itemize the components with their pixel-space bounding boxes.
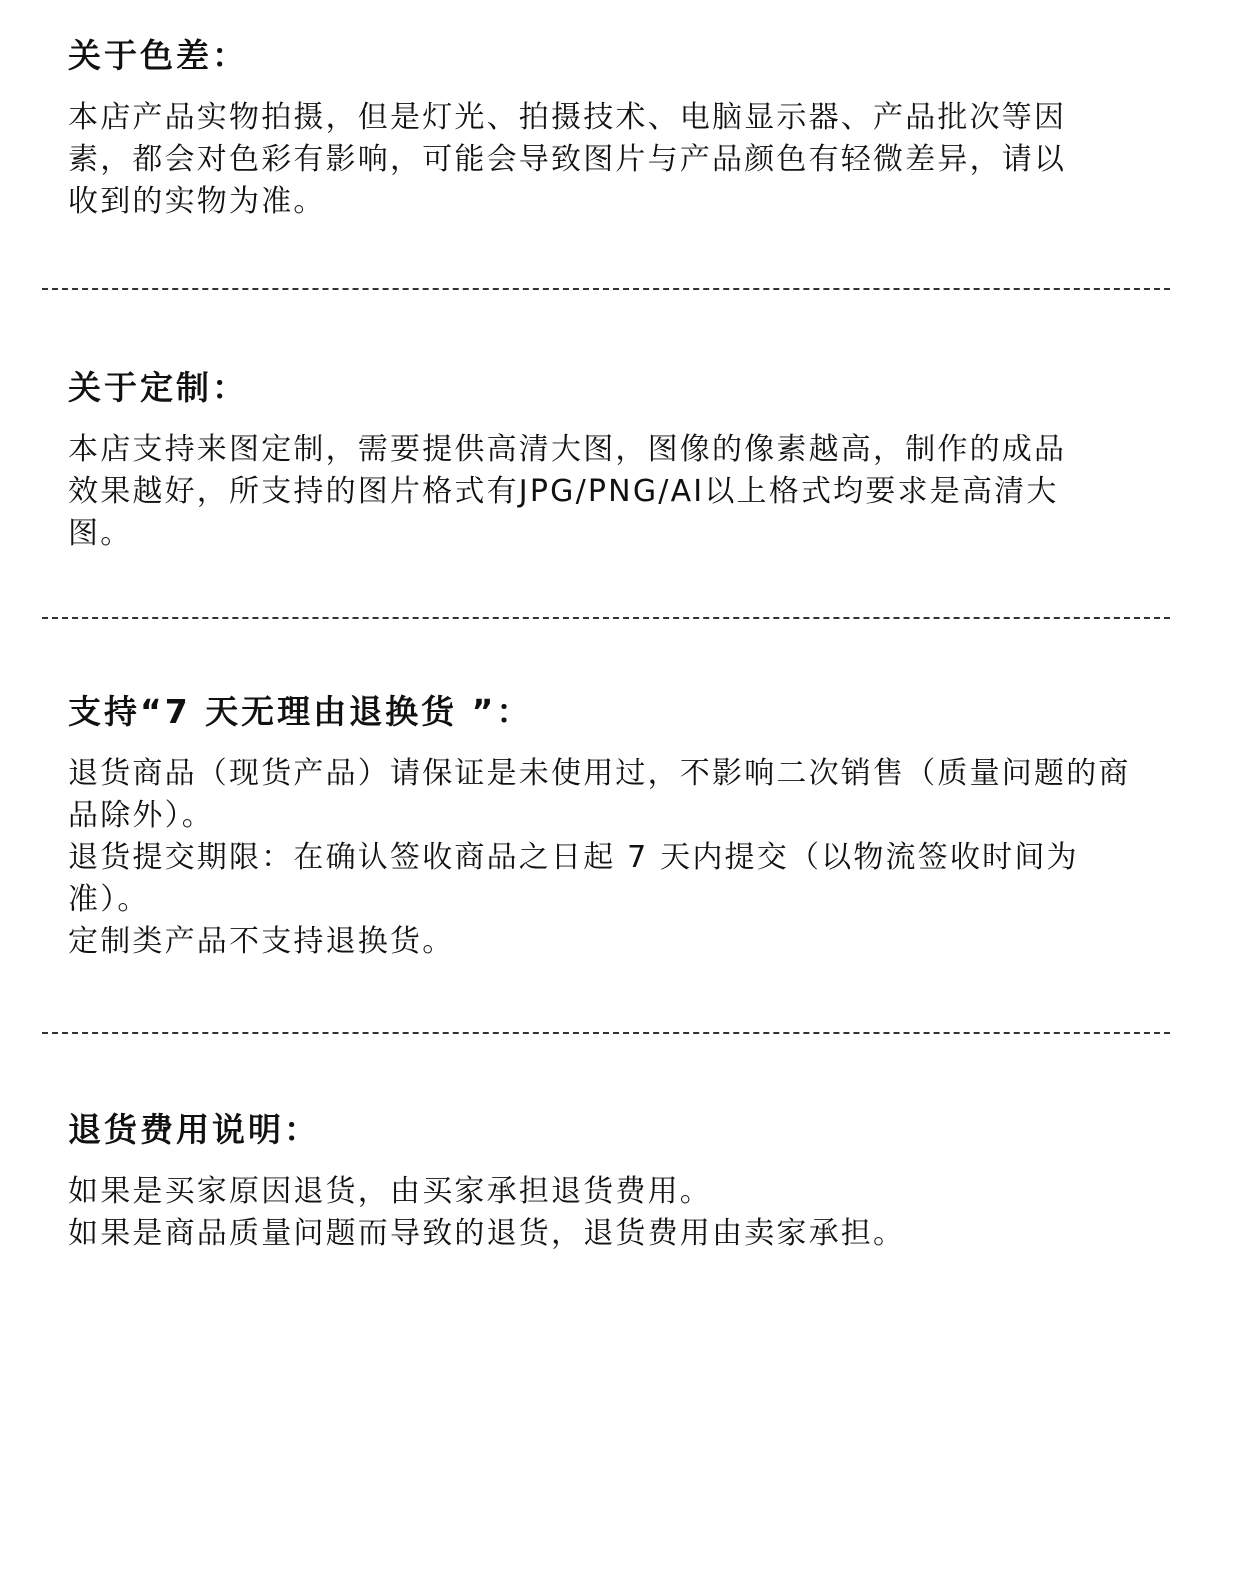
section-return-fees bbox=[68, 1110, 1148, 1255]
body-line: 如果是商品质量问题而导致的退货，退货费用由卖家承担。 bbox=[68, 1216, 906, 1251]
section-title: 关于色差： bbox=[68, 36, 248, 75]
body-line: 准）。 bbox=[68, 882, 150, 917]
body-line: 退货商品（现货产品）请保证是未使用过，不影响二次销售（质量问题的商 bbox=[68, 756, 1131, 791]
dashed-divider bbox=[42, 1032, 1170, 1034]
dashed-divider bbox=[42, 288, 1170, 290]
section-color-difference bbox=[68, 36, 1148, 223]
section-body bbox=[68, 1171, 1148, 1255]
body-line: 本店支持来图定制，需要提供高清大图，图像的像素越高，制作的成品 bbox=[68, 432, 1067, 467]
body-line: 图。 bbox=[68, 516, 133, 551]
section-body bbox=[68, 429, 1148, 555]
section-title: 退货费用说明： bbox=[68, 1110, 320, 1149]
body-line: 退货提交期限：在确认签收商品之日起 7 天内提交（以物流签收时间为 bbox=[68, 840, 1079, 875]
body-line: 素，都会对色彩有影响，可能会导致图片与产品颜色有轻微差异，请以 bbox=[68, 142, 1067, 177]
body-line: 收到的实物为准。 bbox=[68, 184, 326, 219]
body-line: 效果越好，所支持的图片格式有JPG/PNG/AI以上格式均要求是高清大 bbox=[68, 474, 1059, 509]
section-title: 支持“7 天无理由退换货 ”： bbox=[68, 692, 533, 731]
section-customization bbox=[68, 368, 1148, 555]
section-title: 关于定制： bbox=[68, 368, 248, 407]
body-line: 本店产品实物拍摄，但是灯光、拍摄技术、电脑显示器、产品批次等因 bbox=[68, 100, 1067, 135]
section-seven-day-returns bbox=[68, 692, 1148, 963]
section-body bbox=[68, 97, 1148, 223]
dashed-divider bbox=[42, 617, 1170, 619]
body-line: 品除外）。 bbox=[68, 798, 214, 833]
body-line: 如果是买家原因退货，由买家承担退货费用。 bbox=[68, 1174, 712, 1209]
body-line: 定制类产品不支持退换货。 bbox=[68, 924, 455, 959]
section-body bbox=[68, 753, 1148, 963]
